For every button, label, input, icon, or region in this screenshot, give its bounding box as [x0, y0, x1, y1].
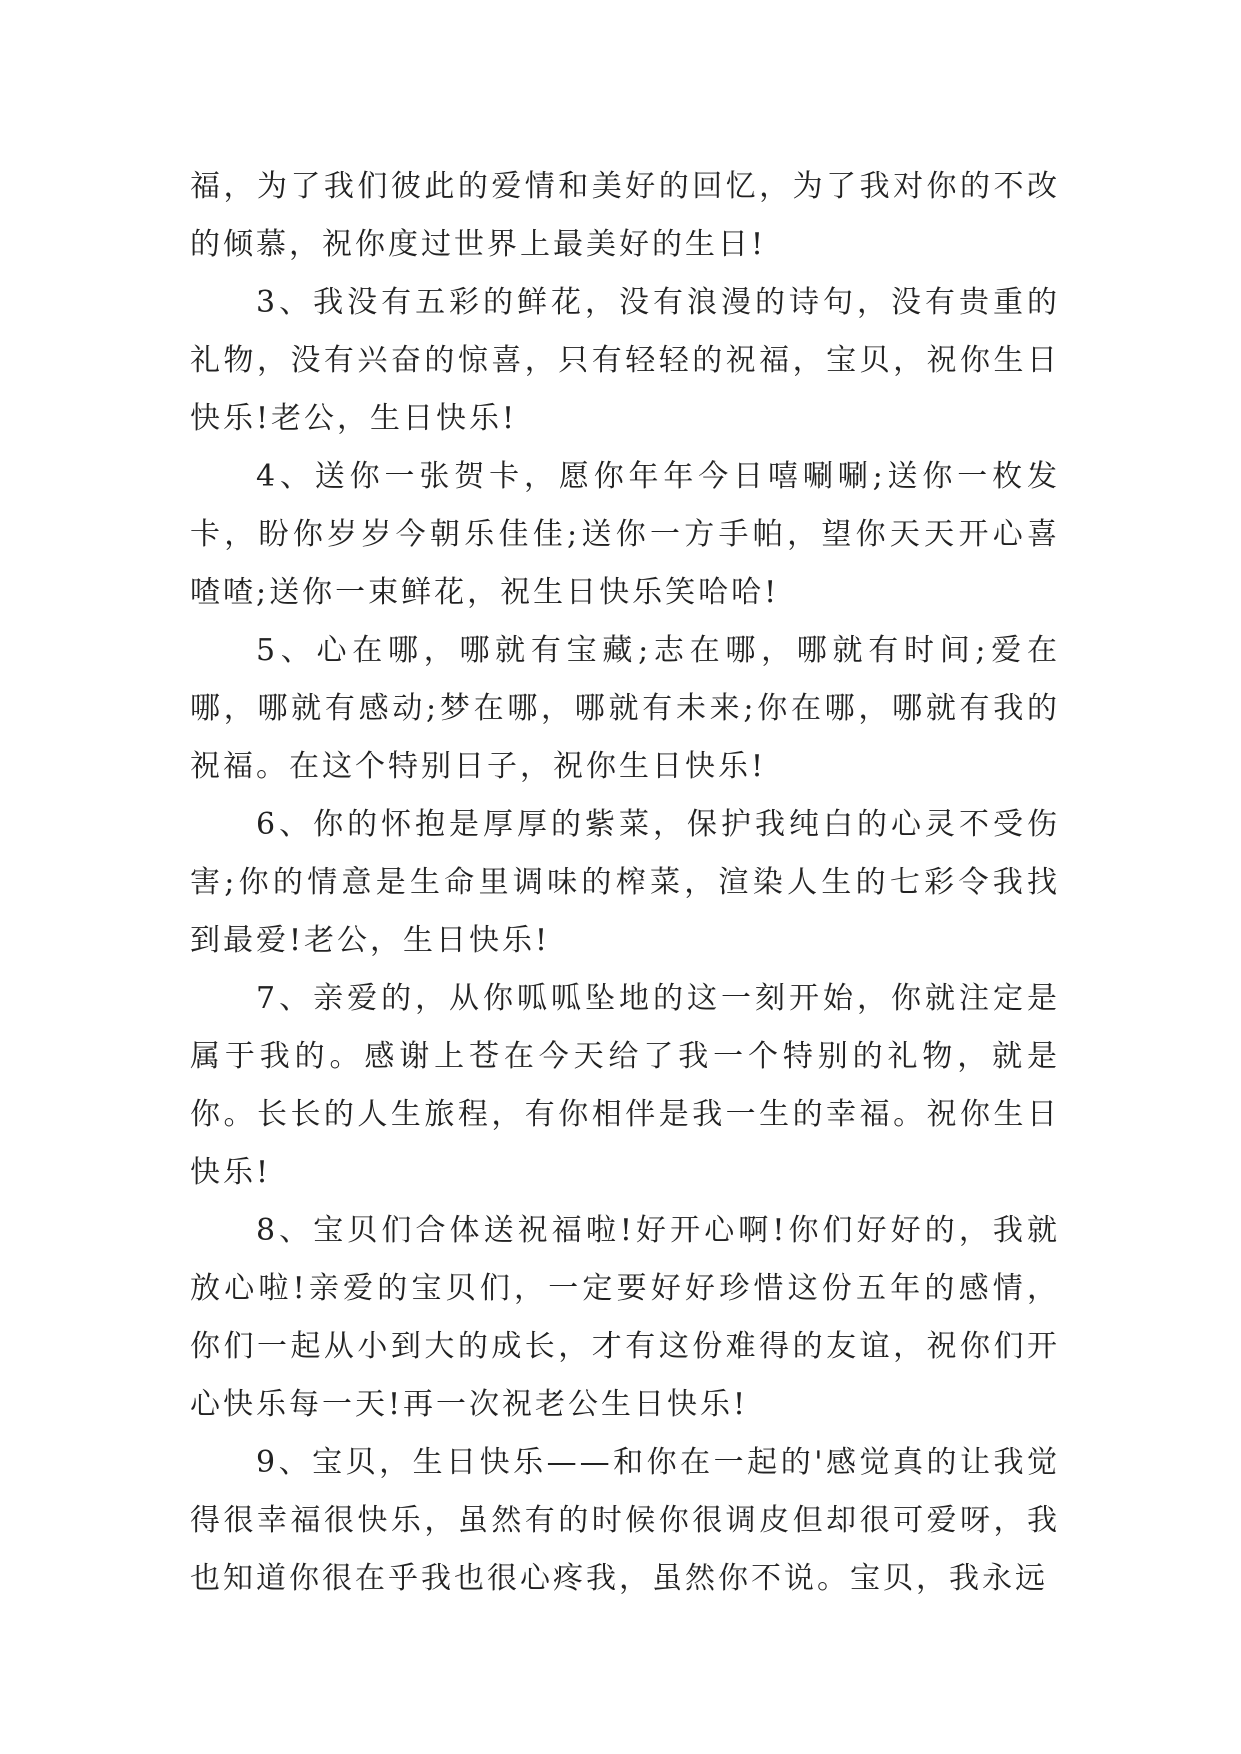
paragraph-wish-7: 7、亲爱的，从你呱呱坠地的这一刻开始，你就注定是属于我的。感谢上苍在今天给了我一个特别的礼物，就是你。长长的人生旅程，有你相伴是我一生的幸福。祝你生日快乐! [190, 981, 1060, 1190]
paragraph-wish-3: 3、我没有五彩的鲜花，没有浪漫的诗句，没有贵重的礼物，没有兴奋的惊喜，只有轻轻的祝福，宝贝，祝你生日快乐!老公，生日快乐! [190, 285, 1060, 436]
paragraph-wish-9: 9、宝贝，生日快乐——和你在一起的'感觉真的让我觉得很幸福很快乐，虽然有的时候你很调皮但却很可爱呀，我也知道你很在乎我也很心疼我，虽然你不说。宝贝，我永远 [190, 1445, 1060, 1596]
paragraph-wish-4: 4、送你一张贺卡，愿你年年今日嘻唰唰;送你一枚发卡，盼你岁岁今朝乐佳佳;送你一方手帕，望你天天开心喜喳喳;送你一束鲜花，祝生日快乐笑哈哈! [190, 459, 1060, 610]
paragraph-wish-8: 8、宝贝们合体送祝福啦!好开心啊!你们好好的，我就放心啦!亲爱的宝贝们，一定要好好珍惜这份五年的感情，你们一起从小到大的成长，才有这份难得的友谊，祝你们开心快乐每一天!再一次祝老公生日快乐! [190, 1213, 1060, 1422]
paragraph-wish-5: 5、心在哪，哪就有宝藏;志在哪，哪就有时间;爱在哪，哪就有感动;梦在哪，哪就有未来;你在哪，哪就有我的祝福。在这个特别日子，祝你生日快乐! [190, 633, 1060, 784]
paragraph-continuation: 福，为了我们彼此的爱情和美好的回忆，为了我对你的不改的倾慕，祝你度过世界上最美好的生日! [190, 169, 1060, 262]
paragraph-wish-6: 6、你的怀抱是厚厚的紫菜，保护我纯白的心灵不受伤害;你的情意是生命里调味的榨菜，渲染人生的七彩令我找到最爱!老公，生日快乐! [190, 807, 1060, 958]
document-body [190, 158, 1060, 1608]
